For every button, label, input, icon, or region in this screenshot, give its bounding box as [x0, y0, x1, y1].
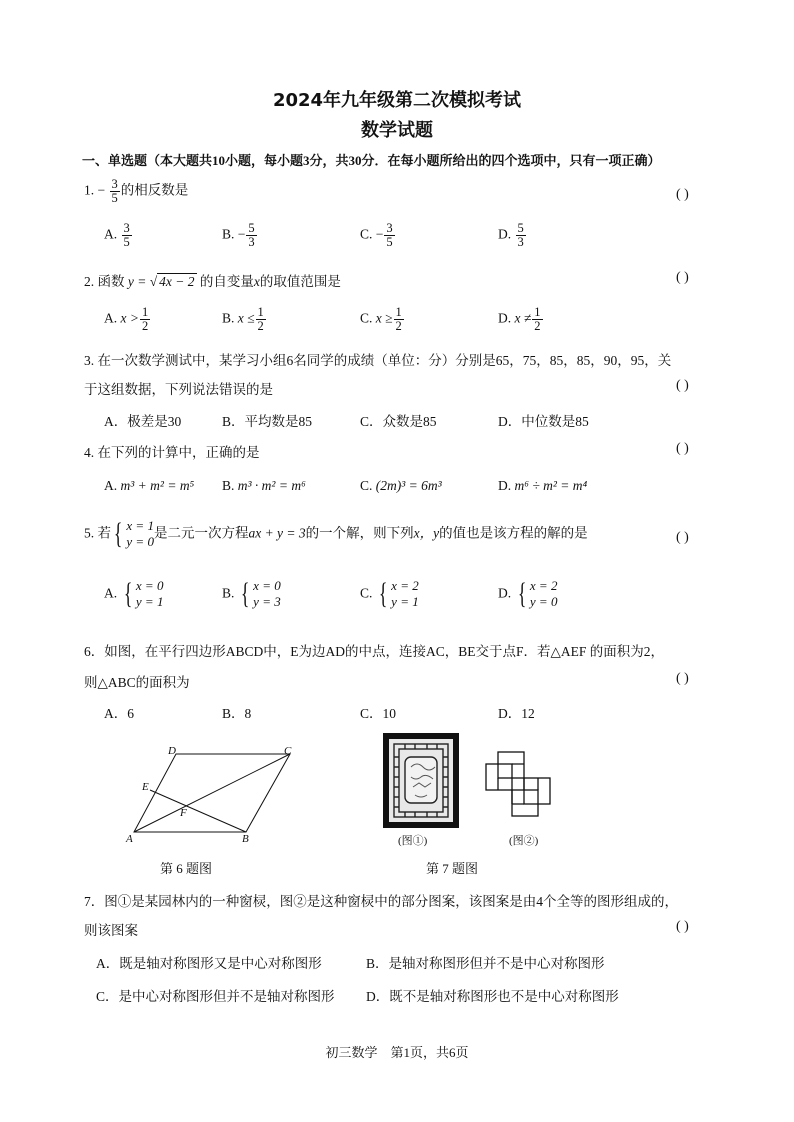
question-5-stem: 5. 若 { x = 1 y = 0 是二元一次方程ax + y = 3的一个解，则下列x，y的值也是该方程的解的是	[84, 517, 588, 551]
q1-number: 1.	[84, 182, 95, 198]
question-3-line2: 于这组数据，下列说法错误的是	[84, 382, 273, 397]
q3-option-a[interactable]: A．极差是30	[104, 414, 182, 429]
q5-option-a[interactable]: A. { x = 0 y = 1	[104, 577, 164, 611]
figure-7-pattern	[484, 750, 552, 818]
figure-6-parallelogram	[120, 740, 310, 845]
q3-option-c[interactable]: C．众数是85	[360, 414, 437, 429]
label-e: E	[142, 781, 149, 793]
q2-option-a[interactable]: A. x > $\frac{1}{2}$	[104, 305, 149, 334]
q6-option-d[interactable]: D．12	[498, 706, 535, 721]
exam-title: 2024年九年级第二次模拟考试	[272, 90, 522, 111]
q3-option-d[interactable]: D．中位数是85	[498, 414, 589, 429]
label-a: A	[126, 833, 133, 845]
question-2-stem: 2. 函数 y = √ 4x − 2 的自变量x的取值范围是	[84, 274, 341, 289]
exam-subtitle: 数学试题	[361, 120, 433, 141]
q7-option-d[interactable]: D．既不是轴对称图形也不是中心对称图形	[366, 989, 619, 1004]
question-7-line2: 则该图案	[84, 923, 138, 938]
figure-7-image1-label: (图①)	[398, 835, 428, 847]
label-f: F	[180, 807, 187, 819]
section-heading: 一、单选题（本大题共10小题，每小题3分，共30分．在每小题所给出的四个选项中，只有一项正确）	[82, 153, 661, 168]
q1-sign: −	[97, 182, 106, 198]
label-d: D	[168, 745, 176, 757]
q4-answer-paren: ( )	[676, 441, 689, 456]
pattern-square-2	[498, 752, 524, 778]
q2-option-d[interactable]: D. x ≠ $\frac{1}{2}$	[498, 305, 541, 334]
q3-option-b[interactable]: B．平均数是85	[222, 414, 313, 429]
q6-option-b[interactable]: B．8	[222, 706, 252, 721]
q5-option-b[interactable]: B. { x = 0 y = 3	[222, 577, 281, 611]
figure-7-window-photo	[383, 733, 459, 828]
q6-option-a[interactable]: A．6	[104, 706, 134, 721]
question-6-line2: 则△ABC的面积为	[84, 675, 190, 690]
q2-option-c[interactable]: C. x ≥ $\frac{1}{2}$	[360, 305, 402, 334]
q1-answer-paren: ( )	[676, 187, 689, 202]
question-6-line1: 6．如图，在平行四边形ABCD中，E为边AD的中点，连接AC，BE交于点F．若△AEF 的面积为2，	[84, 644, 665, 659]
q1-option-d[interactable]: D. $\frac{5}{3}$	[498, 221, 524, 250]
q2-option-b[interactable]: B. x ≤ $\frac{1}{2}$	[222, 305, 264, 334]
figure-7-caption: 第 7 题图	[426, 861, 479, 876]
question-3-line1: 3. 在一次数学测试中，某学习小组6名同学的成绩（单位：分）分别是65，75，85，85，90，95，关	[84, 353, 672, 368]
q4-option-b[interactable]: B. m³ · m² = m⁶	[222, 478, 306, 493]
page-footer: 初三数学 第1页，共6页	[325, 1045, 469, 1060]
pattern-square-1	[486, 764, 512, 790]
pattern-square-4	[512, 790, 538, 816]
question-4-stem: 4. 在下列的计算中，正确的是	[84, 445, 260, 460]
q4-option-c[interactable]: C. (2m)³ = 6m³	[360, 478, 442, 493]
q2-radicand: 4x − 2	[159, 274, 195, 289]
q4-option-d[interactable]: D. m⁶ ÷ m² = m⁴	[498, 478, 588, 493]
q4-option-a[interactable]: A. m³ + m² = m⁵	[104, 478, 195, 493]
pattern-square-3	[524, 778, 550, 804]
q7-answer-paren: ( )	[676, 919, 689, 934]
segment-be	[150, 790, 246, 832]
label-c: C	[284, 745, 292, 757]
figure-7-image2-label: (图②)	[509, 835, 539, 847]
q1-text: 的相反数是	[120, 182, 189, 198]
q1-option-a[interactable]: A. $\frac{3}{5}$	[104, 221, 130, 250]
figure-6-caption: 第 6 题图	[160, 861, 213, 876]
q1-option-c[interactable]: C. − $\frac{3}{5}$	[360, 221, 393, 250]
q6-option-c[interactable]: C．10	[360, 706, 397, 721]
q5-option-d[interactable]: D. { x = 2 y = 0	[498, 577, 558, 611]
q2-answer-paren: ( )	[676, 270, 689, 285]
q5-option-c[interactable]: C. { x = 2 y = 1	[360, 577, 419, 611]
q1-fraction: $\frac{3}{5}$	[111, 177, 118, 206]
q3-answer-paren: ( )	[676, 378, 689, 393]
q1-option-b[interactable]: B. − $\frac{5}{3}$	[222, 221, 255, 250]
q7-option-b[interactable]: B．是轴对称图形但并不是中心对称图形	[366, 956, 605, 971]
q7-option-a[interactable]: A．既是轴对称图形又是中心对称图形	[96, 956, 322, 971]
q7-option-c[interactable]: C．是中心对称图形但并不是轴对称图形	[96, 989, 335, 1004]
question-1-stem	[84, 178, 188, 205]
label-b: B	[242, 833, 249, 845]
question-7-line1: 7．图①是某园林内的一种窗棂，图②是这种窗棂中的部分图案，该图案是由4个全等的图形组成的，	[84, 894, 678, 909]
q5-answer-paren: ( )	[676, 530, 689, 545]
q6-answer-paren: ( )	[676, 671, 689, 686]
